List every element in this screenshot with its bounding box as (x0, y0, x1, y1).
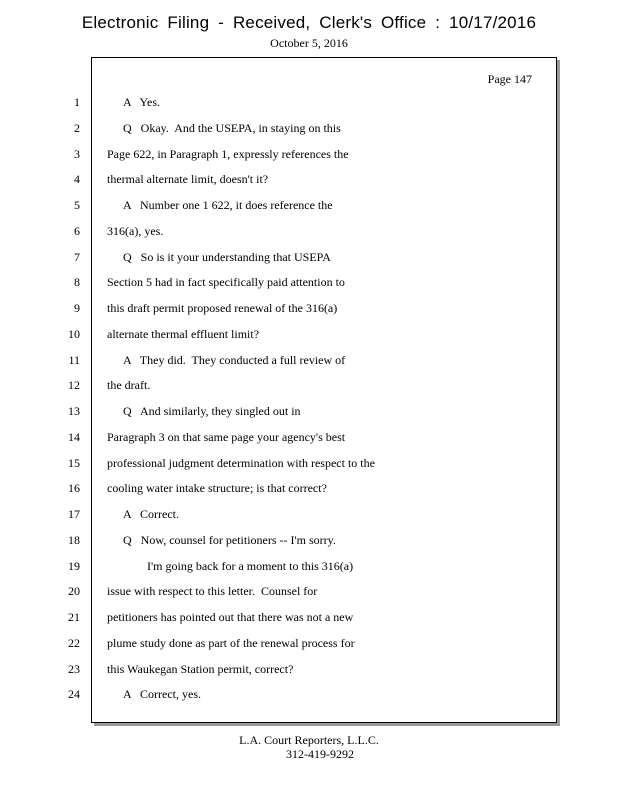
line-number: 4 (74, 172, 80, 186)
transcript-line: cooling water intake structure; is that correct? (107, 481, 327, 495)
transcript-line: Q And similarly, they singled out in (123, 404, 301, 418)
reporter-phone: 312-419-9292 (286, 747, 354, 761)
line-number: 8 (74, 275, 80, 289)
line-number: 10 (68, 327, 80, 341)
transcript-line: Page 622, in Paragraph 1, expressly references the (107, 147, 349, 161)
line-number: 17 (68, 507, 80, 521)
line-number: 18 (68, 533, 80, 547)
transcript-line: alternate thermal effluent limit? (107, 327, 260, 341)
line-number: 7 (74, 250, 80, 264)
line-number: 20 (68, 584, 80, 598)
page-number: Page 147 (487, 72, 532, 86)
transcript-line: 316(a), yes. (107, 224, 164, 238)
transcript-line: A They did. They conducted a full review of (123, 353, 346, 367)
transcript-line: A Yes. (123, 95, 161, 109)
transcript-line: Q So is it your understanding that USEPA (123, 250, 331, 264)
line-number: 3 (74, 147, 80, 161)
line-number: 9 (74, 301, 80, 315)
line-number: 11 (68, 353, 80, 367)
line-number: 24 (68, 687, 80, 701)
transcript-line: petitioners has pointed out that there was not a new (107, 610, 354, 624)
transcript-line: Q Now, counsel for petitioners -- I'm sorry. (123, 533, 336, 547)
line-number: 14 (68, 430, 80, 444)
transcript-line: this draft permit proposed renewal of the 316(a) (107, 301, 338, 315)
transcript-line: I'm going back for a moment to this 316(a) (147, 559, 354, 573)
transcript-line: Paragraph 3 on that same page your agency's best (107, 430, 346, 444)
transcript-line: A Number one 1 622, it does reference the (123, 198, 333, 212)
line-number: 22 (68, 636, 80, 650)
transcript-line: this Waukegan Station permit, correct? (107, 662, 294, 676)
line-number: 21 (68, 610, 80, 624)
line-number: 2 (74, 121, 80, 135)
transcript-line: plume study done as part of the renewal process for (107, 636, 355, 650)
line-number: 5 (74, 198, 80, 212)
line-number: 15 (68, 456, 80, 470)
line-number: 6 (74, 224, 80, 238)
hearing-date: October 5, 2016 (270, 36, 348, 50)
line-number: 16 (68, 481, 80, 495)
transcript-line: the draft. (107, 378, 151, 392)
line-number: 1 (74, 95, 80, 109)
reporter-company: L.A. Court Reporters, L.L.C. (239, 733, 379, 747)
line-number: 12 (68, 378, 80, 392)
transcript-line: Q Okay. And the USEPA, in staying on this (123, 121, 341, 135)
line-number: 19 (68, 559, 80, 573)
transcript-line: professional judgment determination with respect to the (107, 456, 375, 470)
transcript-line: A Correct, yes. (123, 687, 201, 701)
transcript-line: thermal alternate limit, doesn't it? (107, 172, 269, 186)
filing-stamp: Electronic Filing - Received, Clerk's Office : 10/17/2016 (81, 13, 537, 32)
line-number: 23 (68, 662, 80, 676)
transcript-line: issue with respect to this letter. Counsel for (107, 584, 318, 598)
line-number: 13 (68, 404, 80, 418)
transcript-line: A Correct. (123, 507, 179, 521)
transcript-line: Section 5 had in fact specifically paid attention to (107, 275, 345, 289)
